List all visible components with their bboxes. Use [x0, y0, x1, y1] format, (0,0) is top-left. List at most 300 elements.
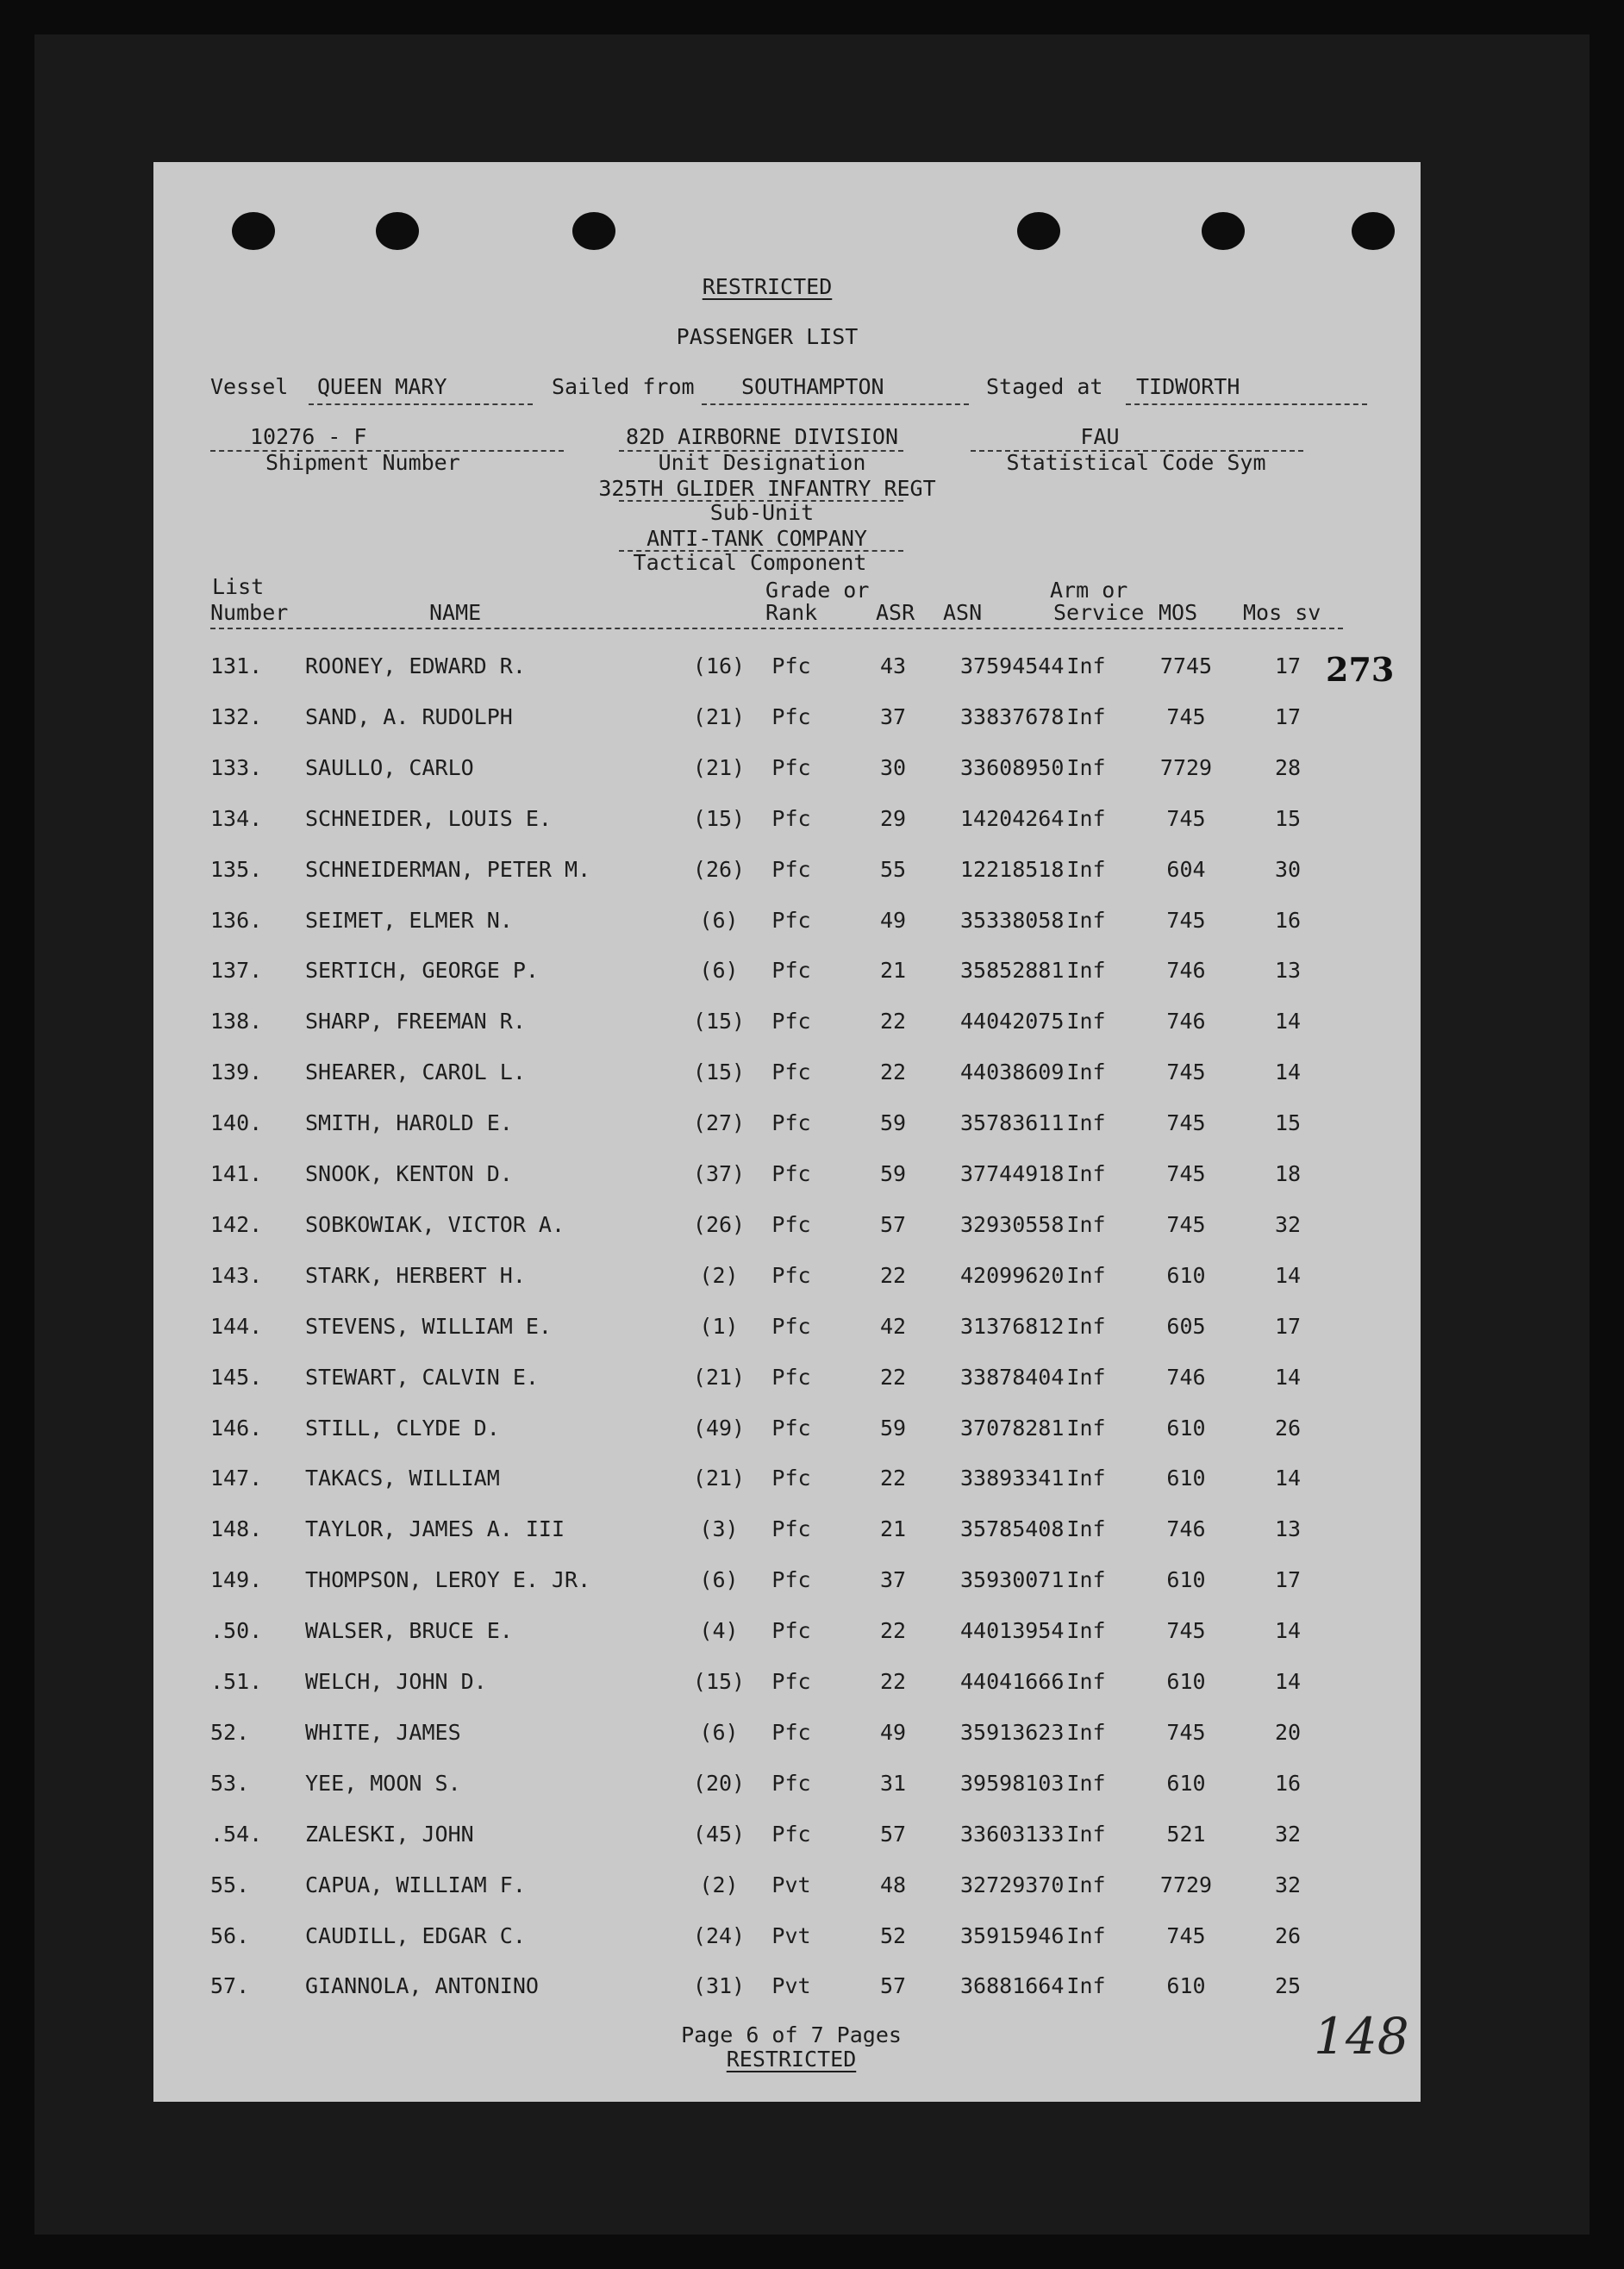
- cell-sv: 32: [1274, 1872, 1302, 1897]
- cell-asn: 31376812: [960, 1313, 1065, 1339]
- cell-sv: 25: [1274, 1973, 1302, 1999]
- cell-num: (4): [699, 1618, 739, 1644]
- cell-mos: 745: [1166, 907, 1206, 933]
- cell-no: 135.: [210, 856, 263, 882]
- cell-arm: Inf: [1066, 1161, 1106, 1186]
- cell-rank: Pfc: [771, 653, 811, 678]
- cell-num: (6): [699, 1567, 739, 1593]
- cell-asn: 14204264: [960, 805, 1065, 831]
- cell-mos: 745: [1166, 1211, 1206, 1237]
- cell-name: SOBKOWIAK, VICTOR A.: [305, 1211, 565, 1237]
- cell-asr: 22: [879, 1059, 907, 1085]
- cell-mos: 745: [1166, 1161, 1206, 1186]
- cell-sv: 14: [1274, 1262, 1302, 1288]
- cell-arm: Inf: [1066, 1922, 1106, 1948]
- cell-arm: Inf: [1066, 1821, 1106, 1847]
- col-name: NAME: [429, 600, 482, 625]
- cell-asn: 32930558: [960, 1211, 1065, 1237]
- table-row: [153, 805, 1421, 842]
- cell-asr: 48: [879, 1872, 907, 1897]
- cell-asr: 49: [879, 1719, 907, 1745]
- cell-asn: 44041666: [960, 1669, 1065, 1694]
- cell-sv: 17: [1274, 653, 1302, 678]
- staged-label: Staged at: [986, 374, 1103, 399]
- cell-mos: 610: [1166, 1770, 1206, 1796]
- stamped-number: 273: [1326, 650, 1395, 689]
- cell-mos: 745: [1166, 805, 1206, 831]
- cell-rank: Pfc: [771, 1516, 811, 1542]
- cell-asr: 37: [879, 703, 907, 729]
- cell-rank: Pfc: [771, 1567, 811, 1593]
- cell-no: .50.: [210, 1618, 263, 1644]
- cell-asn: 37594544: [960, 653, 1065, 678]
- cell-asn: 33608950: [960, 754, 1065, 780]
- cell-asn: 35913623: [960, 1719, 1065, 1745]
- cell-no: 141.: [210, 1161, 263, 1186]
- cell-arm: Inf: [1066, 1466, 1106, 1491]
- cell-mos: 746: [1166, 1364, 1206, 1390]
- cell-sv: 16: [1274, 1770, 1302, 1796]
- cell-name: STILL, CLYDE D.: [305, 1415, 500, 1441]
- cell-name: WHITE, JAMES: [305, 1719, 461, 1745]
- cell-arm: Inf: [1066, 1313, 1106, 1339]
- cell-arm: Inf: [1066, 856, 1106, 882]
- cell-arm: Inf: [1066, 1415, 1106, 1441]
- cell-asn: 44038609: [960, 1059, 1065, 1085]
- cell-arm: Inf: [1066, 1719, 1106, 1745]
- cell-rank: Pfc: [771, 805, 811, 831]
- cell-sv: 14: [1274, 1009, 1302, 1034]
- cell-mos: 610: [1166, 1973, 1206, 1999]
- cell-sv: 32: [1274, 1211, 1302, 1237]
- cell-mos: 610: [1166, 1466, 1206, 1491]
- cell-num: (24): [692, 1922, 746, 1948]
- cell-asn: 33893341: [960, 1466, 1065, 1491]
- cell-rank: Pfc: [771, 1161, 811, 1186]
- statistical-code-value: FAU: [1080, 424, 1120, 449]
- cell-mos: 521: [1166, 1821, 1206, 1847]
- cell-arm: Inf: [1066, 1872, 1106, 1897]
- cell-mos: 605: [1166, 1313, 1206, 1339]
- cell-rank: Pfc: [771, 958, 811, 984]
- cell-sv: 16: [1274, 907, 1302, 933]
- cell-name: SCHNEIDERMAN, PETER M.: [305, 856, 591, 882]
- cell-sv: 14: [1274, 1669, 1302, 1694]
- statistical-code-label: Statistical Code Sym: [1006, 450, 1266, 475]
- cell-name: YEE, MOON S.: [305, 1770, 461, 1796]
- col-grade-bottom: Rank: [765, 600, 818, 625]
- cell-mos: 610: [1166, 1262, 1206, 1288]
- cell-sv: 30: [1274, 856, 1302, 882]
- cell-sv: 32: [1274, 1821, 1302, 1847]
- cell-no: 145.: [210, 1364, 263, 1390]
- cell-rank: Pfc: [771, 1313, 811, 1339]
- cell-no: 56.: [210, 1922, 250, 1948]
- sailed-value: SOUTHAMPTON: [741, 374, 884, 399]
- cell-asr: 43: [879, 653, 907, 678]
- cell-name: TAKACS, WILLIAM: [305, 1466, 500, 1491]
- cell-no: 146.: [210, 1415, 263, 1441]
- cell-sv: 17: [1274, 1567, 1302, 1593]
- cell-asr: 57: [879, 1821, 907, 1847]
- cell-no: 52.: [210, 1719, 250, 1745]
- cell-num: (6): [699, 907, 739, 933]
- cell-sv: 15: [1274, 805, 1302, 831]
- cell-asr: 42: [879, 1313, 907, 1339]
- cell-asr: 22: [879, 1009, 907, 1034]
- cell-no: 57.: [210, 1973, 250, 1999]
- cell-rank: Pfc: [771, 907, 811, 933]
- cell-rank: Pfc: [771, 1618, 811, 1644]
- cell-name: SNOOK, KENTON D.: [305, 1161, 513, 1186]
- cell-arm: Inf: [1066, 1364, 1106, 1390]
- table-row: [153, 1467, 1421, 1502]
- cell-arm: Inf: [1066, 958, 1106, 984]
- cell-asn: 37744918: [960, 1161, 1065, 1186]
- table-row: [153, 856, 1421, 893]
- cell-rank: Pfc: [771, 1669, 811, 1694]
- cell-asr: 30: [879, 754, 907, 780]
- cell-sv: 26: [1274, 1415, 1302, 1441]
- cell-rank: Pfc: [771, 856, 811, 882]
- col-mos: MOS: [1159, 600, 1198, 625]
- cell-sv: 26: [1274, 1922, 1302, 1948]
- cell-mos: 745: [1166, 1059, 1206, 1085]
- punch-hole: [232, 212, 275, 250]
- cell-name: ZALESKI, JOHN: [305, 1821, 474, 1847]
- cell-rank: Pfc: [771, 1009, 811, 1034]
- cell-asr: 57: [879, 1211, 907, 1237]
- cell-mos: 745: [1166, 1922, 1206, 1948]
- sailed-label: Sailed from: [552, 374, 695, 399]
- tactical-component-value: ANTI-TANK COMPANY: [646, 526, 867, 551]
- cell-asn: 44042075: [960, 1009, 1065, 1034]
- cell-asr: 21: [879, 958, 907, 984]
- punch-hole: [572, 212, 615, 250]
- cell-rank: Pfc: [771, 1466, 811, 1491]
- cell-num: (26): [692, 1211, 746, 1237]
- cell-rank: Pfc: [771, 1719, 811, 1745]
- sub-unit-value: 325TH GLIDER INFANTRY REGT: [598, 476, 936, 501]
- cell-num: (6): [699, 958, 739, 984]
- col-grade-top: Grade or: [765, 578, 870, 603]
- cell-name: SAND, A. RUDOLPH: [305, 703, 513, 729]
- cell-sv: 14: [1274, 1059, 1302, 1085]
- sailed-underline: [702, 403, 969, 405]
- cell-name: STEVENS, WILLIAM E.: [305, 1313, 552, 1339]
- cell-arm: Inf: [1066, 1770, 1106, 1796]
- cell-mos: 746: [1166, 1009, 1206, 1034]
- cell-num: (37): [692, 1161, 746, 1186]
- cell-rank: Pfc: [771, 1059, 811, 1085]
- cell-no: 55.: [210, 1872, 250, 1897]
- cell-sv: 15: [1274, 1110, 1302, 1136]
- cell-num: (2): [699, 1872, 739, 1897]
- unit-designation-value: 82D AIRBORNE DIVISION: [625, 424, 899, 449]
- cell-num: (27): [692, 1110, 746, 1136]
- cell-num: (6): [699, 1719, 739, 1745]
- cell-rank: Pfc: [771, 754, 811, 780]
- table-row: [153, 1112, 1421, 1147]
- cell-asr: 49: [879, 907, 907, 933]
- table-row: [153, 1671, 1421, 1705]
- cell-rank: Pfc: [771, 1364, 811, 1390]
- cell-asn: 35338058: [960, 907, 1065, 933]
- cell-mos: 745: [1166, 1110, 1206, 1136]
- cell-no: 134.: [210, 805, 263, 831]
- page-indicator: Page 6 of 7 Pages: [681, 2022, 902, 2047]
- cell-asr: 22: [879, 1618, 907, 1644]
- cell-mos: 745: [1166, 703, 1206, 729]
- cell-asr: 22: [879, 1262, 907, 1288]
- cell-mos: 7729: [1159, 1872, 1213, 1897]
- cell-rank: Pfc: [771, 1415, 811, 1441]
- col-list-bottom: Number: [210, 600, 289, 625]
- cell-rank: Pvt: [771, 1922, 811, 1948]
- cell-name: STEWART, CALVIN E.: [305, 1364, 539, 1390]
- cell-asn: 33603133: [960, 1821, 1065, 1847]
- cell-num: (3): [699, 1516, 739, 1542]
- col-mos-sv: Mos sv: [1243, 600, 1321, 625]
- cell-name: SHEARER, CAROL L.: [305, 1059, 526, 1085]
- cell-rank: Pfc: [771, 1262, 811, 1288]
- cell-asn: 36881664: [960, 1973, 1065, 1999]
- cell-name: THOMPSON, LEROY E. JR.: [305, 1567, 591, 1593]
- cell-no: 147.: [210, 1466, 263, 1491]
- cell-sv: 17: [1274, 703, 1302, 729]
- staged-value: TIDWORTH: [1136, 374, 1240, 399]
- cell-num: (2): [699, 1262, 739, 1288]
- table-row: [153, 1010, 1421, 1045]
- cell-asr: 59: [879, 1161, 907, 1186]
- table-row: [153, 909, 1421, 944]
- table-row: [153, 1719, 1421, 1756]
- cell-no: 136.: [210, 907, 263, 933]
- cell-name: WALSER, BRUCE E.: [305, 1618, 513, 1644]
- cell-sv: 18: [1274, 1161, 1302, 1186]
- cell-arm: Inf: [1066, 1009, 1106, 1034]
- cell-num: (21): [692, 1466, 746, 1491]
- cell-asn: 35915946: [960, 1922, 1065, 1948]
- cell-asr: 22: [879, 1466, 907, 1491]
- cell-rank: Pfc: [771, 1110, 811, 1136]
- cell-no: .51.: [210, 1669, 263, 1694]
- table-row: [153, 1262, 1421, 1299]
- cell-asr: 31: [879, 1770, 907, 1796]
- cell-arm: Inf: [1066, 1059, 1106, 1085]
- cell-sv: 20: [1274, 1719, 1302, 1745]
- cell-num: (21): [692, 703, 746, 729]
- cell-rank: Pvt: [771, 1872, 811, 1897]
- cell-no: 149.: [210, 1567, 263, 1593]
- cell-arm: Inf: [1066, 703, 1106, 729]
- cell-mos: 746: [1166, 1516, 1206, 1542]
- cell-num: (16): [692, 653, 746, 678]
- cell-sv: 13: [1274, 958, 1302, 984]
- shipment-label: Shipment Number: [265, 450, 460, 475]
- cell-no: 137.: [210, 958, 263, 984]
- cell-name: CAPUA, WILLIAM F.: [305, 1872, 526, 1897]
- cell-arm: Inf: [1066, 1262, 1106, 1288]
- cell-no: 140.: [210, 1110, 263, 1136]
- cell-arm: Inf: [1066, 1516, 1106, 1542]
- cell-rank: Pvt: [771, 1973, 811, 1999]
- cell-no: .54.: [210, 1821, 263, 1847]
- cell-name: CAUDILL, EDGAR C.: [305, 1922, 526, 1948]
- cell-no: 142.: [210, 1211, 263, 1237]
- cell-no: 133.: [210, 754, 263, 780]
- cell-mos: 745: [1166, 1719, 1206, 1745]
- cell-num: (26): [692, 856, 746, 882]
- cell-no: 138.: [210, 1009, 263, 1034]
- punch-hole: [376, 212, 419, 250]
- sub-unit-label: Sub-Unit: [709, 500, 815, 525]
- tactical-component-label: Tactical Component: [633, 550, 867, 575]
- shipment-number: 10276 - F: [250, 424, 367, 449]
- cell-mos: 746: [1166, 958, 1206, 984]
- cell-mos: 610: [1166, 1669, 1206, 1694]
- vessel-underline: [309, 403, 533, 405]
- cell-rank: Pfc: [771, 1821, 811, 1847]
- table-row: [153, 1518, 1421, 1553]
- cell-no: 148.: [210, 1516, 263, 1542]
- cell-mos: 7729: [1159, 754, 1213, 780]
- cell-arm: Inf: [1066, 754, 1106, 780]
- cell-num: (15): [692, 1669, 746, 1694]
- table-row: [153, 1772, 1421, 1807]
- table-row: [153, 1417, 1421, 1452]
- vessel-label: Vessel: [210, 374, 289, 399]
- table-row: [153, 1823, 1421, 1858]
- cell-asn: 39598103: [960, 1770, 1065, 1796]
- cell-arm: Inf: [1066, 907, 1106, 933]
- cell-num: (31): [692, 1973, 746, 1999]
- cell-no: 53.: [210, 1770, 250, 1796]
- cell-asn: 37078281: [960, 1415, 1065, 1441]
- handwritten-page-number: 148: [1314, 2007, 1409, 2066]
- cell-asn: 35930071: [960, 1567, 1065, 1593]
- cell-sv: 14: [1274, 1618, 1302, 1644]
- cell-no: 144.: [210, 1313, 263, 1339]
- table-row: [153, 1975, 1421, 2010]
- unit-designation-label: Unit Designation: [658, 450, 866, 475]
- cell-mos: 610: [1166, 1567, 1206, 1593]
- cell-name: SCHNEIDER, LOUIS E.: [305, 805, 552, 831]
- cell-asn: 32729370: [960, 1872, 1065, 1897]
- cell-arm: Inf: [1066, 1211, 1106, 1237]
- cell-asn: 42099620: [960, 1262, 1065, 1288]
- table-row: [153, 754, 1421, 791]
- table-row: [153, 1366, 1421, 1401]
- cell-no: 131.: [210, 653, 263, 678]
- cell-sv: 14: [1274, 1364, 1302, 1390]
- cell-no: 143.: [210, 1262, 263, 1288]
- table-row: [153, 1922, 1421, 1960]
- col-arm-top: Arm or: [1050, 578, 1128, 603]
- table-row: [153, 1211, 1421, 1248]
- col-asr: ASR: [876, 600, 915, 625]
- footer-classification: RESTRICTED: [726, 2047, 857, 2072]
- cell-name: GIANNOLA, ANTONINO: [305, 1973, 539, 1999]
- table-row: [153, 1313, 1421, 1350]
- table-row: [153, 655, 1421, 690]
- cell-mos: 610: [1166, 1415, 1206, 1441]
- cell-name: SERTICH, GEORGE P.: [305, 958, 539, 984]
- punch-hole: [1202, 212, 1245, 250]
- cell-asr: 59: [879, 1110, 907, 1136]
- cell-asn: 35785408: [960, 1516, 1065, 1542]
- col-asn: ASN: [943, 600, 983, 625]
- cell-arm: Inf: [1066, 1973, 1106, 1999]
- cell-name: SAULLO, CARLO: [305, 754, 474, 780]
- cell-mos: 604: [1166, 856, 1206, 882]
- cell-rank: Pfc: [771, 703, 811, 729]
- table-row: [153, 1620, 1421, 1654]
- col-list-top: List: [212, 574, 265, 599]
- cell-asr: 59: [879, 1415, 907, 1441]
- column-header-rule: [210, 628, 1343, 629]
- header-classification: RESTRICTED: [702, 274, 833, 299]
- cell-name: SMITH, HAROLD E.: [305, 1110, 513, 1136]
- table-row: [153, 1061, 1421, 1096]
- cell-name: TAYLOR, JAMES A. III: [305, 1516, 565, 1542]
- cell-rank: Pfc: [771, 1770, 811, 1796]
- cell-sv: 28: [1274, 754, 1302, 780]
- cell-asr: 55: [879, 856, 907, 882]
- cell-asr: 29: [879, 805, 907, 831]
- cell-asn: 44013954: [960, 1618, 1065, 1644]
- cell-num: (1): [699, 1313, 739, 1339]
- cell-mos: 7745: [1159, 653, 1213, 678]
- cell-name: SHARP, FREEMAN R.: [305, 1009, 526, 1034]
- col-arm-bottom: Service: [1053, 600, 1145, 625]
- cell-arm: Inf: [1066, 1110, 1106, 1136]
- vessel-value: QUEEN MARY: [317, 374, 447, 399]
- cell-arm: Inf: [1066, 1669, 1106, 1694]
- cell-asr: 52: [879, 1922, 907, 1948]
- cell-num: (21): [692, 754, 746, 780]
- cell-name: SEIMET, ELMER N.: [305, 907, 513, 933]
- cell-sv: 13: [1274, 1516, 1302, 1542]
- cell-asn: 35783611: [960, 1110, 1065, 1136]
- cell-num: (15): [692, 1009, 746, 1034]
- cell-asr: 37: [879, 1567, 907, 1593]
- cell-arm: Inf: [1066, 805, 1106, 831]
- document-title: PASSENGER LIST: [676, 324, 859, 349]
- cell-asr: 22: [879, 1669, 907, 1694]
- table-row: [153, 703, 1421, 741]
- cell-arm: Inf: [1066, 1567, 1106, 1593]
- cell-name: WELCH, JOHN D.: [305, 1669, 487, 1694]
- cell-no: 132.: [210, 703, 263, 729]
- cell-no: 139.: [210, 1059, 263, 1085]
- cell-asr: 57: [879, 1973, 907, 1999]
- table-row: [153, 1874, 1421, 1909]
- cell-asr: 22: [879, 1364, 907, 1390]
- cell-asn: 35852881: [960, 958, 1065, 984]
- passenger-list-document: [153, 162, 1421, 2102]
- punch-hole: [1352, 212, 1395, 250]
- cell-name: STARK, HERBERT H.: [305, 1262, 526, 1288]
- cell-num: (15): [692, 805, 746, 831]
- cell-sv: 14: [1274, 1466, 1302, 1491]
- cell-num: (45): [692, 1821, 746, 1847]
- cell-arm: Inf: [1066, 653, 1106, 678]
- table-row: [153, 959, 1421, 994]
- cell-num: (15): [692, 1059, 746, 1085]
- cell-name: ROONEY, EDWARD R.: [305, 653, 526, 678]
- cell-rank: Pfc: [771, 1211, 811, 1237]
